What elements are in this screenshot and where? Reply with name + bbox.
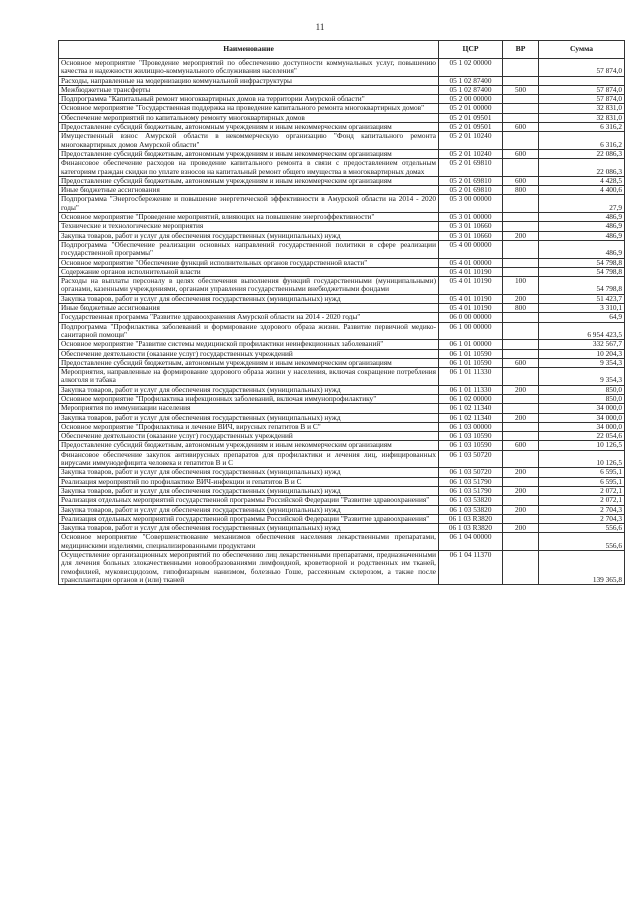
cell-sum: 139 365,8 bbox=[539, 551, 625, 585]
cell-csr: 05 2 01 69810 bbox=[439, 159, 503, 177]
cell-csr: 06 1 00 00000 bbox=[439, 322, 503, 340]
cell-vr bbox=[503, 404, 539, 413]
cell-sum: 6 316,2 bbox=[539, 132, 625, 150]
cell-vr: 200 bbox=[503, 385, 539, 394]
cell-vr bbox=[503, 113, 539, 122]
table-row bbox=[59, 159, 625, 177]
cell-vr: 800 bbox=[503, 304, 539, 313]
cell-vr bbox=[503, 213, 539, 222]
cell-csr: 06 0 00 00000 bbox=[439, 313, 503, 322]
cell-csr: 05 4 01 10190 bbox=[439, 304, 503, 313]
table-row bbox=[59, 113, 625, 122]
table-row bbox=[59, 258, 625, 267]
table-row bbox=[59, 533, 625, 551]
cell-sum: 22 086,3 bbox=[539, 159, 625, 177]
cell-vr: 200 bbox=[503, 486, 539, 495]
cell-csr: 06 1 03 53820 bbox=[439, 496, 503, 505]
cell-name: Основное мероприятие "Профилактика инфекционных заболеваний, включая иммунопрофилактику" bbox=[59, 394, 439, 403]
cell-csr: 05 2 01 00000 bbox=[439, 104, 503, 113]
cell-name: Предоставление субсидий бюджетным, автономным учреждениям и иным некоммерческим организациям bbox=[59, 358, 439, 367]
table-row bbox=[59, 413, 625, 422]
page-number: 11 bbox=[315, 22, 325, 32]
cell-sum: 850,0 bbox=[539, 385, 625, 394]
table-row bbox=[59, 76, 625, 85]
cell-vr: 600 bbox=[503, 149, 539, 158]
table-row bbox=[59, 176, 625, 185]
table-row bbox=[59, 149, 625, 158]
cell-name: Подпрограмма "Капитальный ремонт многоквартирных домов на территории Амурской области" bbox=[59, 95, 439, 104]
cell-vr bbox=[503, 240, 539, 258]
table-row bbox=[59, 277, 625, 295]
cell-name: Обеспечение деятельности (оказание услуг) государственных учреждений bbox=[59, 432, 439, 441]
table-row bbox=[59, 505, 625, 514]
cell-sum: 332 567,7 bbox=[539, 340, 625, 349]
cell-sum: 4 428,5 bbox=[539, 176, 625, 185]
cell-csr: 06 1 03 R3820 bbox=[439, 514, 503, 523]
cell-name: Закупка товаров, работ и услуг для обеспечения государственных (муниципальных) нужд bbox=[59, 231, 439, 240]
cell-name: Межбюджетные трансферты bbox=[59, 85, 439, 94]
cell-vr bbox=[503, 59, 539, 77]
table-row bbox=[59, 404, 625, 413]
cell-csr: 06 1 04 00000 bbox=[439, 533, 503, 551]
cell-name: Расходы, направленные на модернизацию коммунальной инфраструктуры bbox=[59, 76, 439, 85]
cell-sum: 556,6 bbox=[539, 533, 625, 551]
cell-csr: 06 1 01 11330 bbox=[439, 368, 503, 386]
cell-vr bbox=[503, 551, 539, 585]
header-sum: Сумма bbox=[539, 41, 625, 59]
cell-vr bbox=[503, 195, 539, 213]
cell-sum: 486,9 bbox=[539, 213, 625, 222]
cell-sum: 6 595,1 bbox=[539, 477, 625, 486]
cell-vr bbox=[503, 477, 539, 486]
cell-name: Основное мероприятие "Профилактика и лечение ВИЧ, вирусных гепатитов В и С" bbox=[59, 422, 439, 431]
cell-csr: 06 1 02 00000 bbox=[439, 394, 503, 403]
cell-csr: 06 1 03 50720 bbox=[439, 450, 503, 468]
cell-name: Реализация отдельных мероприятий государственной программы Российской Федерации "Развитие здравоохранения" bbox=[59, 514, 439, 523]
cell-name: Подпрограмма "Энергосбережение и повышение энергетической эффективности в Амурской области на 2014 - 2020 годы" bbox=[59, 195, 439, 213]
cell-sum: 486,9 bbox=[539, 231, 625, 240]
cell-sum: 10 204,3 bbox=[539, 349, 625, 358]
cell-csr: 05 3 01 00000 bbox=[439, 213, 503, 222]
cell-csr: 06 1 03 00000 bbox=[439, 422, 503, 431]
cell-name: Основное мероприятие "Обеспечение функций исполнительных органов государственной власти" bbox=[59, 258, 439, 267]
budget-table bbox=[58, 40, 625, 585]
cell-csr: 05 2 01 69810 bbox=[439, 186, 503, 195]
cell-vr bbox=[503, 258, 539, 267]
table-row bbox=[59, 524, 625, 533]
table-row bbox=[59, 104, 625, 113]
cell-sum: 556,6 bbox=[539, 524, 625, 533]
cell-vr: 200 bbox=[503, 468, 539, 477]
cell-name: Основное мероприятие "Государственная поддержка на проведение капитального ремонта многоквартирных домов" bbox=[59, 104, 439, 113]
cell-sum: 27,9 bbox=[539, 195, 625, 213]
header-vr: ВР bbox=[503, 41, 539, 59]
cell-csr: 06 1 03 10590 bbox=[439, 441, 503, 450]
cell-csr: 05 4 01 10190 bbox=[439, 294, 503, 303]
cell-name: Предоставление субсидий бюджетным, автономным учреждениям и иным некоммерческим организациям bbox=[59, 441, 439, 450]
cell-vr: 600 bbox=[503, 176, 539, 185]
cell-vr: 200 bbox=[503, 413, 539, 422]
cell-csr: 05 3 01 10660 bbox=[439, 222, 503, 231]
cell-vr bbox=[503, 322, 539, 340]
cell-sum: 22 054,6 bbox=[539, 432, 625, 441]
cell-name: Финансовое обеспечение закупок антивирусных препаратов для профилактики и лечения лиц, инфицированных вирусами иммунодефицита человека и гепатитов В и С bbox=[59, 450, 439, 468]
cell-vr: 100 bbox=[503, 277, 539, 295]
cell-csr: 06 1 04 11370 bbox=[439, 551, 503, 585]
cell-csr: 05 2 01 69810 bbox=[439, 176, 503, 185]
cell-sum: 34 000,0 bbox=[539, 413, 625, 422]
cell-vr bbox=[503, 104, 539, 113]
cell-csr: 06 1 03 R3820 bbox=[439, 524, 503, 533]
cell-sum bbox=[539, 76, 625, 85]
cell-sum: 4 400,6 bbox=[539, 186, 625, 195]
cell-csr: 05 2 01 10240 bbox=[439, 149, 503, 158]
cell-name: Содержание органов исполнительной власти bbox=[59, 267, 439, 276]
cell-name: Иные бюджетные ассигнования bbox=[59, 186, 439, 195]
cell-sum: 2 072,1 bbox=[539, 486, 625, 495]
cell-sum: 32 831,0 bbox=[539, 104, 625, 113]
cell-csr: 06 1 01 00000 bbox=[439, 340, 503, 349]
cell-name: Финансовое обеспечение расходов на проведение капитального ремонта в связи с предоставлением отдельным категориям граждан скидки по уплате взносов на капитальный ремонт общего имущества в многоквартирных домах bbox=[59, 159, 439, 177]
cell-sum: 9 354,3 bbox=[539, 358, 625, 367]
cell-sum: 10 126,5 bbox=[539, 441, 625, 450]
cell-sum: 2 072,1 bbox=[539, 496, 625, 505]
table-row bbox=[59, 514, 625, 523]
cell-vr bbox=[503, 368, 539, 386]
cell-vr: 200 bbox=[503, 231, 539, 240]
cell-csr: 06 1 01 10590 bbox=[439, 358, 503, 367]
cell-sum: 6 595,1 bbox=[539, 468, 625, 477]
table-row bbox=[59, 349, 625, 358]
table-row bbox=[59, 551, 625, 585]
cell-sum: 486,9 bbox=[539, 240, 625, 258]
cell-vr bbox=[503, 76, 539, 85]
cell-vr bbox=[503, 533, 539, 551]
cell-csr: 05 3 01 10660 bbox=[439, 231, 503, 240]
cell-vr: 600 bbox=[503, 123, 539, 132]
table-row bbox=[59, 496, 625, 505]
header-csr: ЦСР bbox=[439, 41, 503, 59]
cell-sum: 54 798,8 bbox=[539, 258, 625, 267]
table-row bbox=[59, 322, 625, 340]
cell-sum: 3 310,1 bbox=[539, 304, 625, 313]
cell-vr: 800 bbox=[503, 186, 539, 195]
table-row bbox=[59, 85, 625, 94]
cell-name: Закупка товаров, работ и услуг для обеспечения государственных (муниципальных) нужд bbox=[59, 385, 439, 394]
cell-csr: 05 4 01 10190 bbox=[439, 277, 503, 295]
table-row bbox=[59, 441, 625, 450]
cell-csr: 06 1 03 51790 bbox=[439, 486, 503, 495]
cell-csr: 05 4 01 00000 bbox=[439, 258, 503, 267]
cell-sum: 22 086,3 bbox=[539, 149, 625, 158]
cell-name: Закупка товаров, работ и услуг для обеспечения государственных (муниципальных) нужд bbox=[59, 486, 439, 495]
cell-sum: 486,9 bbox=[539, 222, 625, 231]
cell-sum: 2 704,3 bbox=[539, 505, 625, 514]
cell-vr bbox=[503, 496, 539, 505]
cell-csr: 05 4 00 00000 bbox=[439, 240, 503, 258]
cell-csr: 06 1 03 53820 bbox=[439, 505, 503, 514]
cell-sum: 2 704,3 bbox=[539, 514, 625, 523]
cell-name: Обеспечение мероприятий по капитальному ремонту многоквартирных домов bbox=[59, 113, 439, 122]
cell-vr: 200 bbox=[503, 524, 539, 533]
cell-name: Технические и технологические мероприятия bbox=[59, 222, 439, 231]
table-row bbox=[59, 132, 625, 150]
table-row bbox=[59, 358, 625, 367]
table-row bbox=[59, 222, 625, 231]
table-row bbox=[59, 340, 625, 349]
cell-csr: 06 1 02 11340 bbox=[439, 413, 503, 422]
table-row bbox=[59, 450, 625, 468]
table-header-row bbox=[59, 41, 625, 59]
cell-name: Основное мероприятие "Проведение мероприятий, влияющих на повышение энергоэффективности" bbox=[59, 213, 439, 222]
table-row bbox=[59, 486, 625, 495]
cell-vr bbox=[503, 514, 539, 523]
cell-name: Реализация мероприятий по профилактике ВИЧ-инфекции и гепатитов В и С bbox=[59, 477, 439, 486]
table-row bbox=[59, 123, 625, 132]
header-name: Наименование bbox=[59, 41, 439, 59]
cell-vr bbox=[503, 394, 539, 403]
cell-name: Реализация отдельных мероприятий государственной программы Российской Федерации "Развитие здравоохранения" bbox=[59, 496, 439, 505]
cell-csr: 05 3 00 00000 bbox=[439, 195, 503, 213]
table-row bbox=[59, 313, 625, 322]
cell-name: Закупка товаров, работ и услуг для обеспечения государственных (муниципальных) нужд bbox=[59, 294, 439, 303]
table-row bbox=[59, 304, 625, 313]
cell-sum: 6 954 423,5 bbox=[539, 322, 625, 340]
table-row bbox=[59, 477, 625, 486]
cell-csr: 06 1 02 11340 bbox=[439, 404, 503, 413]
cell-vr bbox=[503, 267, 539, 276]
cell-csr: 05 2 01 09501 bbox=[439, 113, 503, 122]
table-row bbox=[59, 186, 625, 195]
cell-name: Закупка товаров, работ и услуг для обеспечения государственных (муниципальных) нужд bbox=[59, 468, 439, 477]
cell-name: Закупка товаров, работ и услуг для обеспечения государственных (муниципальных) нужд bbox=[59, 505, 439, 514]
cell-csr: 05 1 02 87400 bbox=[439, 85, 503, 94]
cell-name: Подпрограмма "Обеспечение реализации основных направлений государственной политики в сфере реализации государственной программы" bbox=[59, 240, 439, 258]
cell-sum: 9 354,3 bbox=[539, 368, 625, 386]
cell-name: Мероприятия, направленные на формирование здорового образа жизни у населения, включая сокращение потребления алкоголя и табака bbox=[59, 368, 439, 386]
cell-name: Подпрограмма "Профилактика заболеваний и формирование здорового образа жизни. Развитие первичной медико-санитарной помощи" bbox=[59, 322, 439, 340]
cell-vr bbox=[503, 450, 539, 468]
cell-name: Основное мероприятие "Совершенствование механизмов обеспечения населения лекарственными препаратами, медицинскими изделиями, специализированными продуктами bbox=[59, 533, 439, 551]
table-row bbox=[59, 95, 625, 104]
cell-vr bbox=[503, 95, 539, 104]
cell-name: Основное мероприятие "Развитие системы медицинской профилактики неинфекционных заболеваний" bbox=[59, 340, 439, 349]
cell-name: Закупка товаров, работ и услуг для обеспечения государственных (муниципальных) нужд bbox=[59, 524, 439, 533]
cell-sum: 850,0 bbox=[539, 394, 625, 403]
table-body bbox=[59, 59, 625, 585]
cell-sum: 6 316,2 bbox=[539, 123, 625, 132]
cell-name: Мероприятия по иммунизации населения bbox=[59, 404, 439, 413]
cell-name: Имущественный взнос Амурской области в некоммерческую организацию "Фонд капитального ремонта многоквартирных домов Амурской области" bbox=[59, 132, 439, 150]
cell-name: Предоставление субсидий бюджетным, автономным учреждениям и иным некоммерческим организациям bbox=[59, 123, 439, 132]
cell-vr bbox=[503, 340, 539, 349]
cell-vr: 200 bbox=[503, 505, 539, 514]
table-row bbox=[59, 59, 625, 77]
table-row bbox=[59, 385, 625, 394]
cell-vr: 600 bbox=[503, 358, 539, 367]
table-row bbox=[59, 294, 625, 303]
cell-csr: 05 2 01 09501 bbox=[439, 123, 503, 132]
cell-name: Расходы на выплаты персоналу в целях обеспечения выполнения функций государственными (муниципальными) органами, казенными учреждениями, органами управления государственными внебюджетными фондами bbox=[59, 277, 439, 295]
table-row bbox=[59, 213, 625, 222]
cell-csr: 06 1 03 50720 bbox=[439, 468, 503, 477]
cell-name: Государственная программа "Развитие здравоохранения Амурской области на 2014 - 2020 годы" bbox=[59, 313, 439, 322]
cell-vr: 600 bbox=[503, 441, 539, 450]
cell-csr: 06 1 01 10590 bbox=[439, 349, 503, 358]
cell-sum: 64,9 bbox=[539, 313, 625, 322]
cell-name: Осуществление организационных мероприятий по обеспечению лиц лекарственными препаратами, предназначенными для лечения больных злокачественными новообразованиями лимфоидной, кроветворной и родственных им тканей, гемофилией, муковисцидозом, гипофизарным нанизмом, болезнью Гоше, рассеянным склерозом, а также после трансплантации органов и (или) тканей bbox=[59, 551, 439, 585]
table-row bbox=[59, 195, 625, 213]
cell-name: Предоставление субсидий бюджетным, автономным учреждениям и иным некоммерческим организациям bbox=[59, 149, 439, 158]
cell-sum: 57 874,0 bbox=[539, 59, 625, 77]
cell-csr: 05 2 00 00000 bbox=[439, 95, 503, 104]
cell-sum: 32 831,0 bbox=[539, 113, 625, 122]
table-row bbox=[59, 267, 625, 276]
table-row bbox=[59, 240, 625, 258]
cell-sum: 54 798,8 bbox=[539, 267, 625, 276]
table-row bbox=[59, 368, 625, 386]
cell-csr: 06 1 03 51790 bbox=[439, 477, 503, 486]
table-row bbox=[59, 394, 625, 403]
cell-sum: 57 874,0 bbox=[539, 85, 625, 94]
table-row bbox=[59, 231, 625, 240]
cell-name: Обеспечение деятельности (оказание услуг) государственных учреждений bbox=[59, 349, 439, 358]
cell-name: Закупка товаров, работ и услуг для обеспечения государственных (муниципальных) нужд bbox=[59, 413, 439, 422]
cell-sum: 51 423,7 bbox=[539, 294, 625, 303]
cell-vr: 200 bbox=[503, 294, 539, 303]
cell-sum: 54 798,8 bbox=[539, 277, 625, 295]
cell-vr bbox=[503, 432, 539, 441]
cell-csr: 05 2 01 10240 bbox=[439, 132, 503, 150]
cell-sum: 10 126,5 bbox=[539, 450, 625, 468]
cell-vr bbox=[503, 159, 539, 177]
cell-sum: 34 000,0 bbox=[539, 404, 625, 413]
cell-vr: 500 bbox=[503, 85, 539, 94]
cell-name: Иные бюджетные ассигнования bbox=[59, 304, 439, 313]
cell-vr bbox=[503, 132, 539, 150]
cell-vr bbox=[503, 313, 539, 322]
cell-vr bbox=[503, 222, 539, 231]
table-row bbox=[59, 468, 625, 477]
cell-name: Основное мероприятие "Проведение мероприятий по обеспечению доступности коммунальных услуг, повышению качества и надежности жилищно-коммунального обслуживания населения" bbox=[59, 59, 439, 77]
cell-vr bbox=[503, 422, 539, 431]
cell-sum: 57 874,0 bbox=[539, 95, 625, 104]
table-row bbox=[59, 422, 625, 431]
cell-vr bbox=[503, 349, 539, 358]
cell-csr: 05 1 02 87400 bbox=[439, 76, 503, 85]
cell-csr: 05 1 02 00000 bbox=[439, 59, 503, 77]
cell-csr: 06 1 01 11330 bbox=[439, 385, 503, 394]
cell-csr: 06 1 03 10590 bbox=[439, 432, 503, 441]
table-row bbox=[59, 432, 625, 441]
cell-name: Предоставление субсидий бюджетным, автономным учреждениям и иным некоммерческим организациям bbox=[59, 176, 439, 185]
cell-sum: 34 000,0 bbox=[539, 422, 625, 431]
cell-csr: 05 4 01 10190 bbox=[439, 267, 503, 276]
